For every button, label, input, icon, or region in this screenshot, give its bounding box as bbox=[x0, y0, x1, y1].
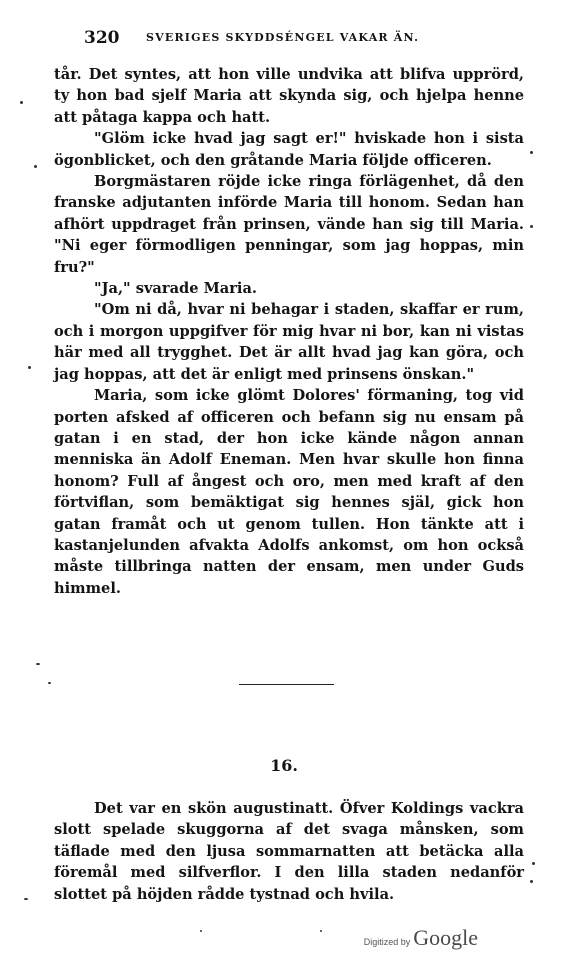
paragraph: "Ja," svarade Maria. bbox=[94, 280, 257, 298]
scan-speck bbox=[200, 930, 202, 932]
chapter-16-text bbox=[54, 798, 524, 905]
digitized-by-label: Digitized by bbox=[363, 937, 411, 947]
paragraph: tår. Det syntes, att hon ville undvika att blifva upprörd, ty hon bad sjelf Maria att skynda sig, och hjelpa henne att påtaga kappa och hatt. bbox=[54, 66, 524, 126]
scan-speck bbox=[320, 930, 322, 932]
chapter-15-text bbox=[54, 64, 524, 599]
scan-speck bbox=[20, 101, 23, 104]
google-logo: Google bbox=[413, 925, 478, 950]
scan-speck bbox=[48, 682, 51, 684]
paragraph: "Glöm icke hvad jag sagt er!" hviskade hon i sista ögonblicket, och den gråtande Maria följde officeren. bbox=[54, 130, 524, 169]
scan-speck bbox=[34, 165, 37, 168]
scan-speck bbox=[24, 898, 28, 900]
paragraph: Borgmästaren röjde icke ringa förlägenhet, då den franske adjutanten införde Maria till honom. Sedan han afhört uppdraget från prinsen, vände han sig till Maria. "Ni eger förmodligen penningar, som jag hoppas, min fru?" bbox=[54, 173, 524, 276]
page-number: 320 bbox=[84, 28, 120, 48]
running-title: SVERIGES SKYDDSÉNGEL VAKAR ÄN. bbox=[146, 31, 420, 44]
chapter-number: 16. bbox=[270, 756, 298, 775]
paragraph: Maria, som icke glömt Dolores' förmaning, tog vid porten afsked af officeren och befann sig nu ensam på gatan i en stad, der hon icke kände någon annan menniska än Adolf Eneman. Men hvar skulle hon finna honom? Full af ångest och oro, men med kraft af den förtviflan, som bemäktigat sig hennes själ, gick hon gatan framåt och ut genom tullen. Hon tänkte att i kastanjelunden afvakta Adolfs ankomst, om hon också måste tillbringa natten der ensam, men under Guds himmel. bbox=[54, 387, 524, 597]
page-header bbox=[84, 28, 524, 52]
scan-speck bbox=[36, 663, 40, 665]
paragraph: "Om ni då, hvar ni behagar i staden, skaffar er rum, och i morgon uppgifver för mig hvar ni bor, kan ni vistas här med all trygghet. Det är allt hvad jag kan göra, och jag hoppas, att det är enligt med prinsens önskan." bbox=[54, 301, 524, 383]
section-divider bbox=[239, 684, 334, 685]
scan-speck bbox=[530, 880, 533, 883]
scan-speck bbox=[532, 862, 535, 865]
paragraph: Det var en skön augustinatt. Öfver Koldings vackra slott spelade skuggorna af det svaga månsken, som täflade med den ljusa sommarnatten att betäcka alla föremål med silfverflor. I den lilla staden nedanför slottet på höjden rådde tystnad och hvila. bbox=[54, 800, 524, 903]
scan-speck bbox=[530, 225, 533, 228]
google-watermark bbox=[364, 925, 478, 951]
scan-speck bbox=[530, 151, 533, 154]
scan-speck bbox=[28, 366, 31, 369]
